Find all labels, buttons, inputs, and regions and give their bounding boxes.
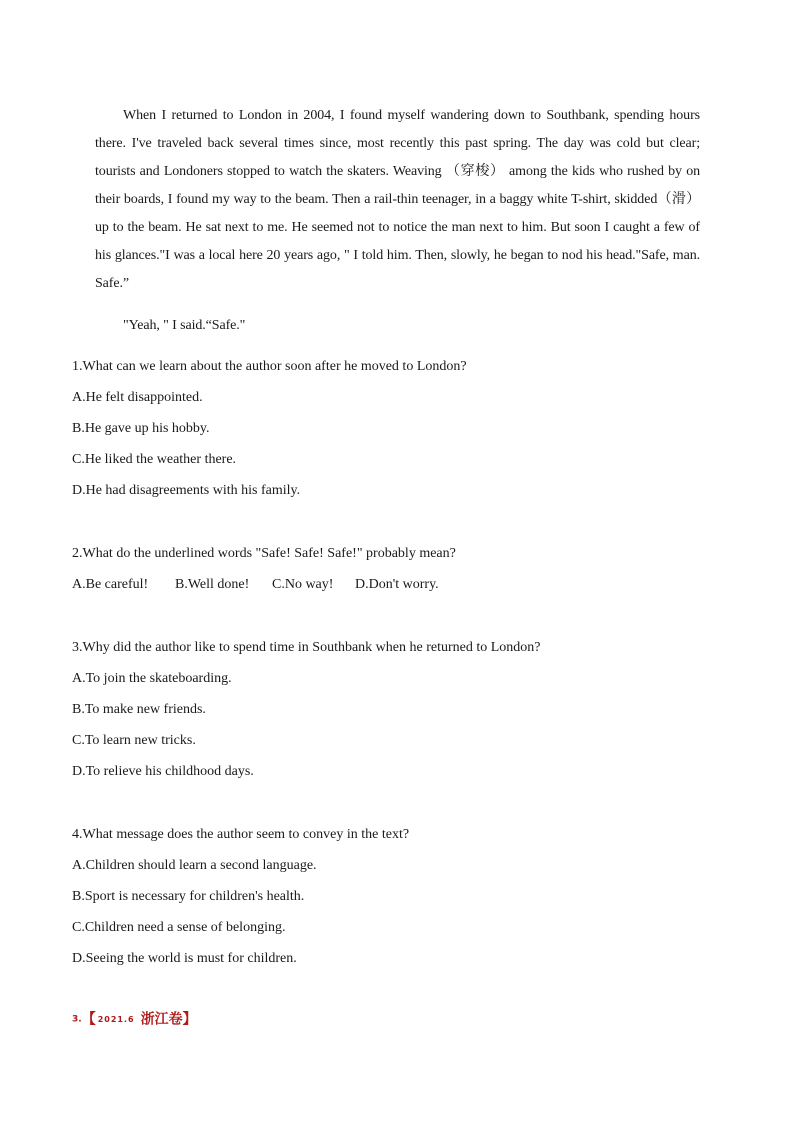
option-b: B.Sport is necessary for children's health. (72, 889, 305, 904)
option-a: A.Children should learn a second language. (72, 858, 317, 873)
question-stem: 2.What do the underlined words "Safe! Safe! Safe!" probably mean? (72, 546, 456, 561)
question-2 (72, 541, 712, 603)
open-bracket: 【 (81, 1011, 96, 1028)
option-row (72, 572, 712, 603)
option-c: C.Children need a sense of belonging. (72, 920, 286, 935)
option-b: B.He gave up his hobby. (72, 421, 210, 436)
option-d: D.Don't worry. (355, 577, 439, 592)
question-1 (72, 354, 712, 509)
section-year: 2021.6 (97, 1014, 135, 1024)
option-d: D.He had disagreements with his family. (72, 483, 301, 498)
option-c: C.He liked the weather there. (72, 452, 237, 467)
option-c: C.To learn new tricks. (72, 733, 196, 748)
question-4 (72, 822, 712, 977)
passage-dialog: "Yeah, " I said.“Safe." (123, 318, 246, 333)
question-stem: 3.Why did the author like to spend time in Southbank when he returned to London? (72, 640, 541, 655)
option-b: B.To make new friends. (72, 702, 206, 717)
question-3 (72, 635, 712, 790)
question-stem: 4.What message does the author seem to convey in the text? (72, 827, 410, 842)
question-list (72, 354, 712, 1009)
option-a: A.Be careful! (72, 577, 149, 592)
passage-paragraph: When I returned to London in 2004, I found myself wandering down to Southbank, spending hours there. I've traveled back several times since, most recently this past spring. The day was cold but clear; tourists and Londoners stopped to watch the skaters. Weaving （穿梭） among the kids who rushed by on their boards, I found my way to the beam. Then a rail-thin teenager, in a baggy white T-shirt, skidded（滑） up to the beam. He sat next to me. He seemed not to notice the man next to him. But soon I caught a few of his glances."I was a local here 20 years ago, " I told him. Then, slowly, he began to nod his head."Safe, man. Safe.” (95, 108, 700, 291)
close-bracket: 】 (182, 1011, 197, 1028)
section-name: 浙江卷 (140, 1011, 183, 1028)
section-heading (72, 1008, 197, 1030)
option-d: D.To relieve his childhood days. (72, 764, 254, 779)
option-a: A.He felt disappointed. (72, 390, 203, 405)
reading-passage (95, 102, 700, 340)
question-stem: 1.What can we learn about the author soon after he moved to London? (72, 359, 467, 374)
option-a: A.To join the skateboarding. (72, 671, 232, 686)
section-number: 3. (72, 1014, 82, 1025)
option-b: B.Well done! (175, 577, 250, 592)
option-c: C.No way! (272, 577, 334, 592)
option-d: D.Seeing the world is must for children. (72, 951, 297, 966)
